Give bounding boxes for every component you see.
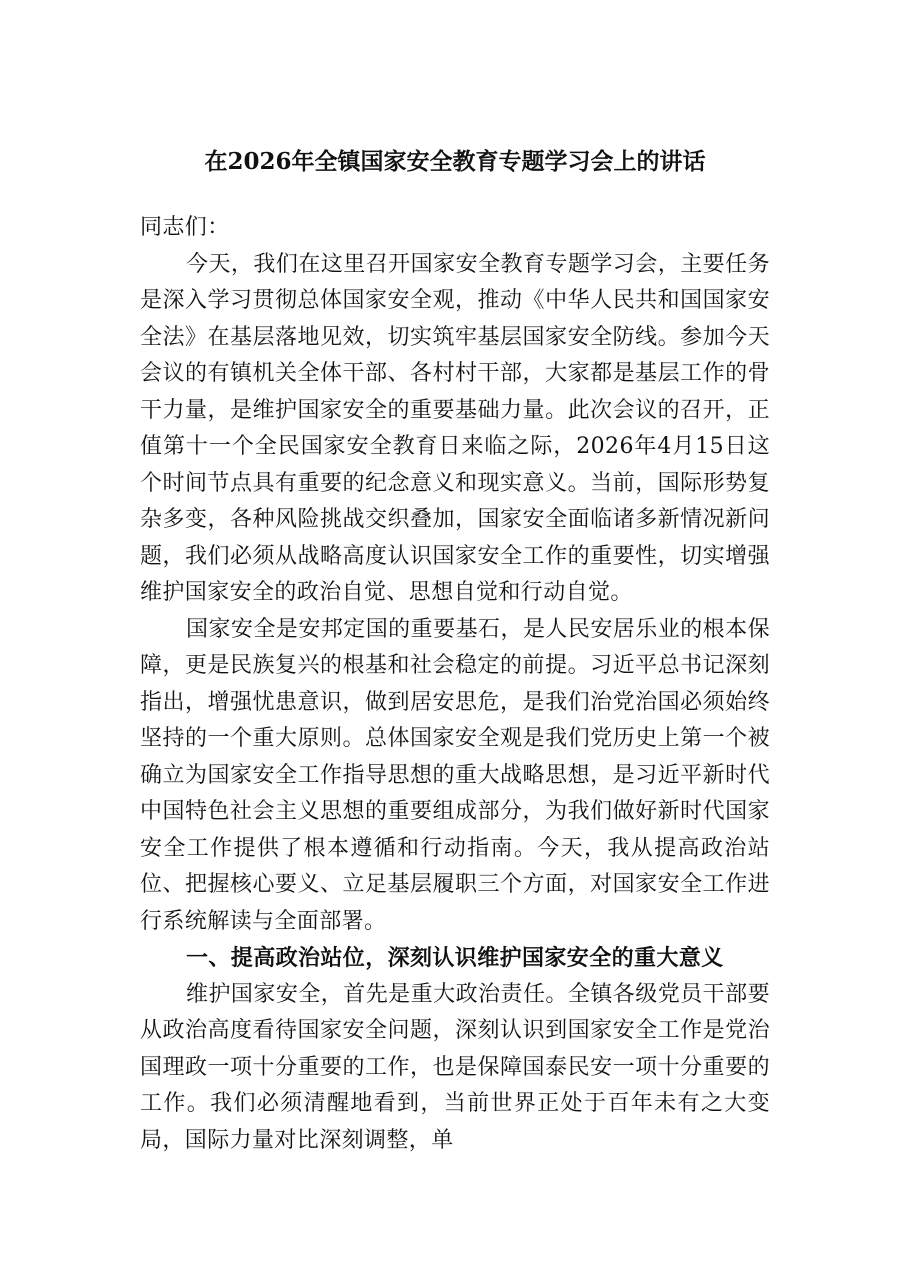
paragraph-background: 国家安全是安邦定国的重要基石，是人民安居乐业的根本保障，更是民族复兴的根基和社会稳定的前提。习近平总书记深刻指出，增强忧患意识，做到居安思危，是我们治党治国必须始终坚持的一个重大原则。总体国家安全观是我们党历史上第一个被确立为国家安全工作指导思想的重大战略思想，是习近平新时代中国特色社会主义思想的重要组成部分，为我们做好新时代国家安全工作提供了根本遵循和行动指南。今天，我从提高政治站位、把握核心要义、立足基层履职三个方面，对国家安全工作进行系统解读与全面部署。: [140, 616, 770, 934]
document-title: 在2026年全镇国家安全教育专题学习会上的讲话: [204, 148, 706, 175]
document-body: [140, 210, 770, 1159]
section-1-paragraph: 维护国家安全，首先是重大政治责任。全镇各级党员干部要从政治高度看待国家安全问题，深刻认识到国家安全工作是党治国理政一项十分重要的工作，也是保障国泰民安一项十分重要的工作。我们必须清醒地看到，当前世界正处于百年未有之大变局，国际力量对比深刻调整，单: [140, 981, 770, 1153]
section-heading-1: 一、提高政治站位，深刻认识维护国家安全的重大意义: [186, 945, 724, 971]
paragraph-intro: 今天，我们在这里召开国家安全教育专题学习会，主要任务是深入学习贯彻总体国家安全观，推动《中华人民共和国国家安全法》在基层落地见效，切实筑牢基层国家安全防线。参加今天会议的有镇机关全体干部、各村村干部，大家都是基层工作的骨干力量，是维护国家安全的重要基础力量。此次会议的召开，正值第十一个全民国家安全教育日来临之际，2026年4月15日这个时间节点具有重要的纪念意义和现实意义。当前，国际形势复杂多变，各种风险挑战交织叠加，国家安全面临诸多新情况新问题，我们必须从战略高度认识国家安全工作的重要性，切实增强维护国家安全的政治自觉、思想自觉和行动自觉。: [140, 251, 770, 605]
salutation: 同志们：: [140, 215, 230, 240]
